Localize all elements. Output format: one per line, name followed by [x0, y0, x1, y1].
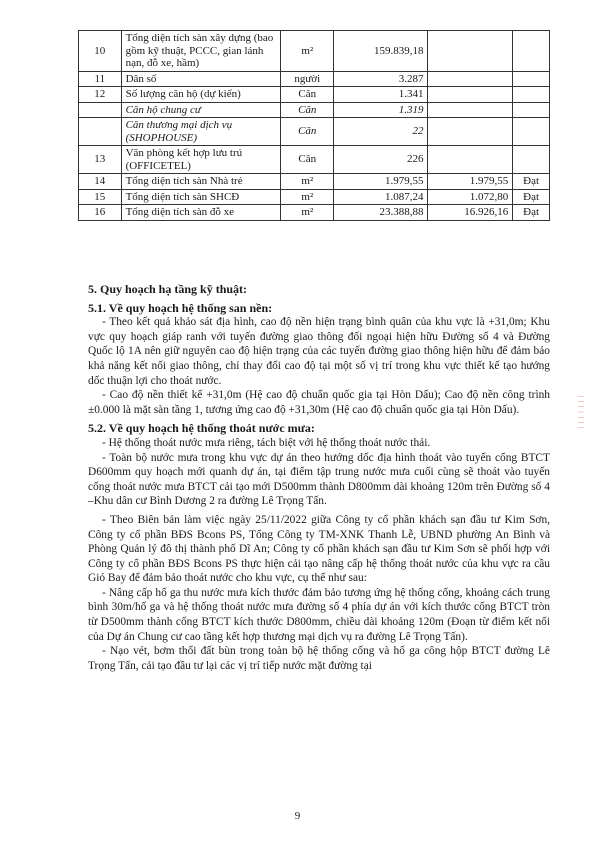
item-name-cell: Căn hộ chung cư	[121, 102, 281, 118]
planned-value-cell: 226	[334, 146, 428, 174]
planned-value-cell: 1.979,55	[334, 174, 428, 190]
standard-value-cell: 16.926,16	[428, 205, 513, 221]
planned-value-cell: 22	[334, 118, 428, 146]
status-cell	[513, 102, 550, 118]
table-row	[79, 189, 550, 205]
subsection-heading-grading: 5.1. Về quy hoạch hệ thống san nền:	[88, 300, 273, 315]
status-cell	[513, 146, 550, 174]
row-number-cell: 12	[79, 87, 122, 103]
row-number-cell	[79, 102, 122, 118]
unit-cell: Căn	[281, 146, 334, 174]
item-name-cell: Căn thương mại dịch vụ (SHOPHOUSE)	[121, 118, 281, 146]
item-name-cell: Dân số	[121, 71, 281, 87]
table-row	[79, 174, 550, 190]
unit-cell: Căn	[281, 118, 334, 146]
standard-value-cell: 1.072,80	[428, 189, 513, 205]
document-body	[88, 278, 550, 673]
item-name-cell: Tổng diện tích sàn SHCĐ	[121, 189, 281, 205]
page-number: 9	[294, 810, 301, 822]
unit-cell: Căn	[281, 87, 334, 103]
status-cell: Đạt	[513, 189, 550, 205]
table-row	[79, 118, 550, 146]
planned-value-cell: 1.341	[334, 87, 428, 103]
status-cell	[513, 71, 550, 87]
unit-cell: Căn	[281, 102, 334, 118]
table-row	[79, 87, 550, 103]
status-cell: Đạt	[513, 174, 550, 190]
row-number-cell: 13	[79, 146, 122, 174]
standard-value-cell	[428, 31, 513, 72]
unit-cell: m²	[281, 31, 334, 72]
planned-value-cell: 3.287	[334, 71, 428, 87]
unit-cell: m²	[281, 174, 334, 190]
standard-value-cell	[428, 87, 513, 103]
status-cell	[513, 31, 550, 72]
row-number-cell: 14	[79, 174, 122, 190]
paragraph-stormwater-separate: - Hệ thống thoát nước mưa riêng, tách biệt với hệ thống thoát nước thải.	[102, 436, 431, 449]
unit-cell: người	[281, 71, 334, 87]
planned-value-cell: 1.319	[334, 102, 428, 118]
section-heading-infrastructure: 5. Quy hoạch hạ tầng kỹ thuật:	[88, 282, 248, 296]
row-number-cell: 15	[79, 189, 122, 205]
paragraph-stormwater-drainage: - Toàn bộ nước mưa trong khu vực dự án theo hướng dốc địa hình thoát vào tuyến cống BTCT D600mm quy hoạch mới quanh dự án, tại điểm tập trung nước mưa cuối cùng sẽ thoát vào tuyến cống thoát nước mưa BTCT cải tạo mới D500mm thành D800mm dài khoảng 120m trên Đường số 4 –Khu dân cư Bình Dương 2 ra đường Lê Trọng Tấn.	[88, 451, 550, 508]
subsection-heading-stormwater: 5.2. Về quy hoạch hệ thống thoát nước mưa:	[88, 421, 315, 436]
standard-value-cell	[428, 71, 513, 87]
standard-value-cell	[428, 118, 513, 146]
paragraph-grading-elevation: - Cao độ nền thiết kế +31,0m (Hệ cao độ chuẩn quốc gia tại Hòn Dấu); Cao độ nền công trình ±0.000 là mặt sàn tầng 1, tương ứng cao độ +31,30m (Hệ cao độ chuẩn quốc gia tại Hòn Dấu).	[88, 389, 550, 416]
paragraph-stormwater-dredging: - Nạo vét, bơm thổi đất bùn trong toàn bộ hệ thống cống và hố ga công hộp BTCT đường Lê Trọng Tấn, cải tạo đầu tư lại các vị trí tiếp nước mặt đường tại	[88, 645, 550, 672]
paragraph-grading-terrain: - Theo kết quả khảo sát địa hình, cao độ nền hiện trạng bình quân của khu vực là +31,0m; Khu vực quy hoạch giáp ranh với tuyến đường giao thông đối ngoại hiện hữu Đường số 4 và Đường Quốc lộ 1A nên giữ nguyên cao độ hiện trạng của các tuyến đường giao thông hiện hữu để đảm bảo khả năng kết nối giao thông, chỉ thay đổi cao độ tại một số vị trí trong khu vực thiết kế tạo hướng dốc thuận lợi cho thoát nước.	[88, 316, 550, 387]
standard-value-cell: 1.979,55	[428, 174, 513, 190]
item-name-cell: Văn phòng kết hợp lưu trú (OFFICETEL)	[121, 146, 281, 174]
status-cell: Đạt	[513, 205, 550, 221]
table-row	[79, 205, 550, 221]
row-number-cell: 11	[79, 71, 122, 87]
table-row	[79, 102, 550, 118]
planned-value-cell: 1.087,24	[334, 189, 428, 205]
unit-cell: m²	[281, 189, 334, 205]
specification-table-body	[79, 31, 550, 221]
table-row	[79, 146, 550, 174]
table-row	[79, 71, 550, 87]
standard-value-cell	[428, 102, 513, 118]
planned-value-cell: 23.388,88	[334, 205, 428, 221]
row-number-cell: 16	[79, 205, 122, 221]
side-stamp-mark: │││││││	[578, 393, 584, 430]
specification-table	[78, 30, 550, 221]
row-number-cell: 10	[79, 31, 122, 72]
table-row	[79, 31, 550, 72]
standard-value-cell	[428, 146, 513, 174]
status-cell	[513, 118, 550, 146]
item-name-cell: Số lượng căn hộ (dự kiến)	[121, 87, 281, 103]
unit-cell: m²	[281, 205, 334, 221]
row-number-cell	[79, 118, 122, 146]
item-name-cell: Tổng diện tích sàn đỗ xe	[121, 205, 281, 221]
status-cell	[513, 87, 550, 103]
item-name-cell: Tổng diện tích sàn xây dựng (bao gồm kỹ thuật, PCCC, gian lánh nạn, đỗ xe, hầm)	[121, 31, 281, 72]
item-name-cell: Tổng diện tích sàn Nhà trẻ	[121, 174, 281, 190]
paragraph-stormwater-upgrade: - Nâng cấp hố ga thu nước mưa kích thước đảm bảo tương ứng hệ thống cống, khoảng cách trung bình 30m/hố ga và hệ thống thoát nước mưa đường số 4 phía dự án với kích thước cống BTCT tròn từ D500mm thành cống BTCT kích thước D800mm, chiều dài khoảng 120m (Đoạn từ điểm kết nối của Dự án Chung cư cao tầng kết hợp thương mại dịch vụ ra đường Lê Trọng Tấn).	[88, 586, 550, 643]
planned-value-cell: 159.839,18	[334, 31, 428, 72]
paragraph-stormwater-agreement: - Theo Biên bản làm việc ngày 25/11/2022 giữa Công ty cổ phần khách sạn đầu tư Kim Sơn, Công ty cổ phần BĐS Bcons PS, Tổng Công ty TM-XNK Thanh Lễ, UBND phường An Bình và Phòng Quản lý đô thị thành phố Dĩ An; Công ty cổ phần khách sạn đầu tư Kim Sơn sẽ phối hợp với Công ty cổ phần BĐS Bcons PS thực hiện cải tạo nâng cấp hệ thống thoát nước của khu vực ra cầu Gió Bay để đảm bảo thoát nước cho khu vực, cụ thể như sau:	[88, 513, 550, 585]
